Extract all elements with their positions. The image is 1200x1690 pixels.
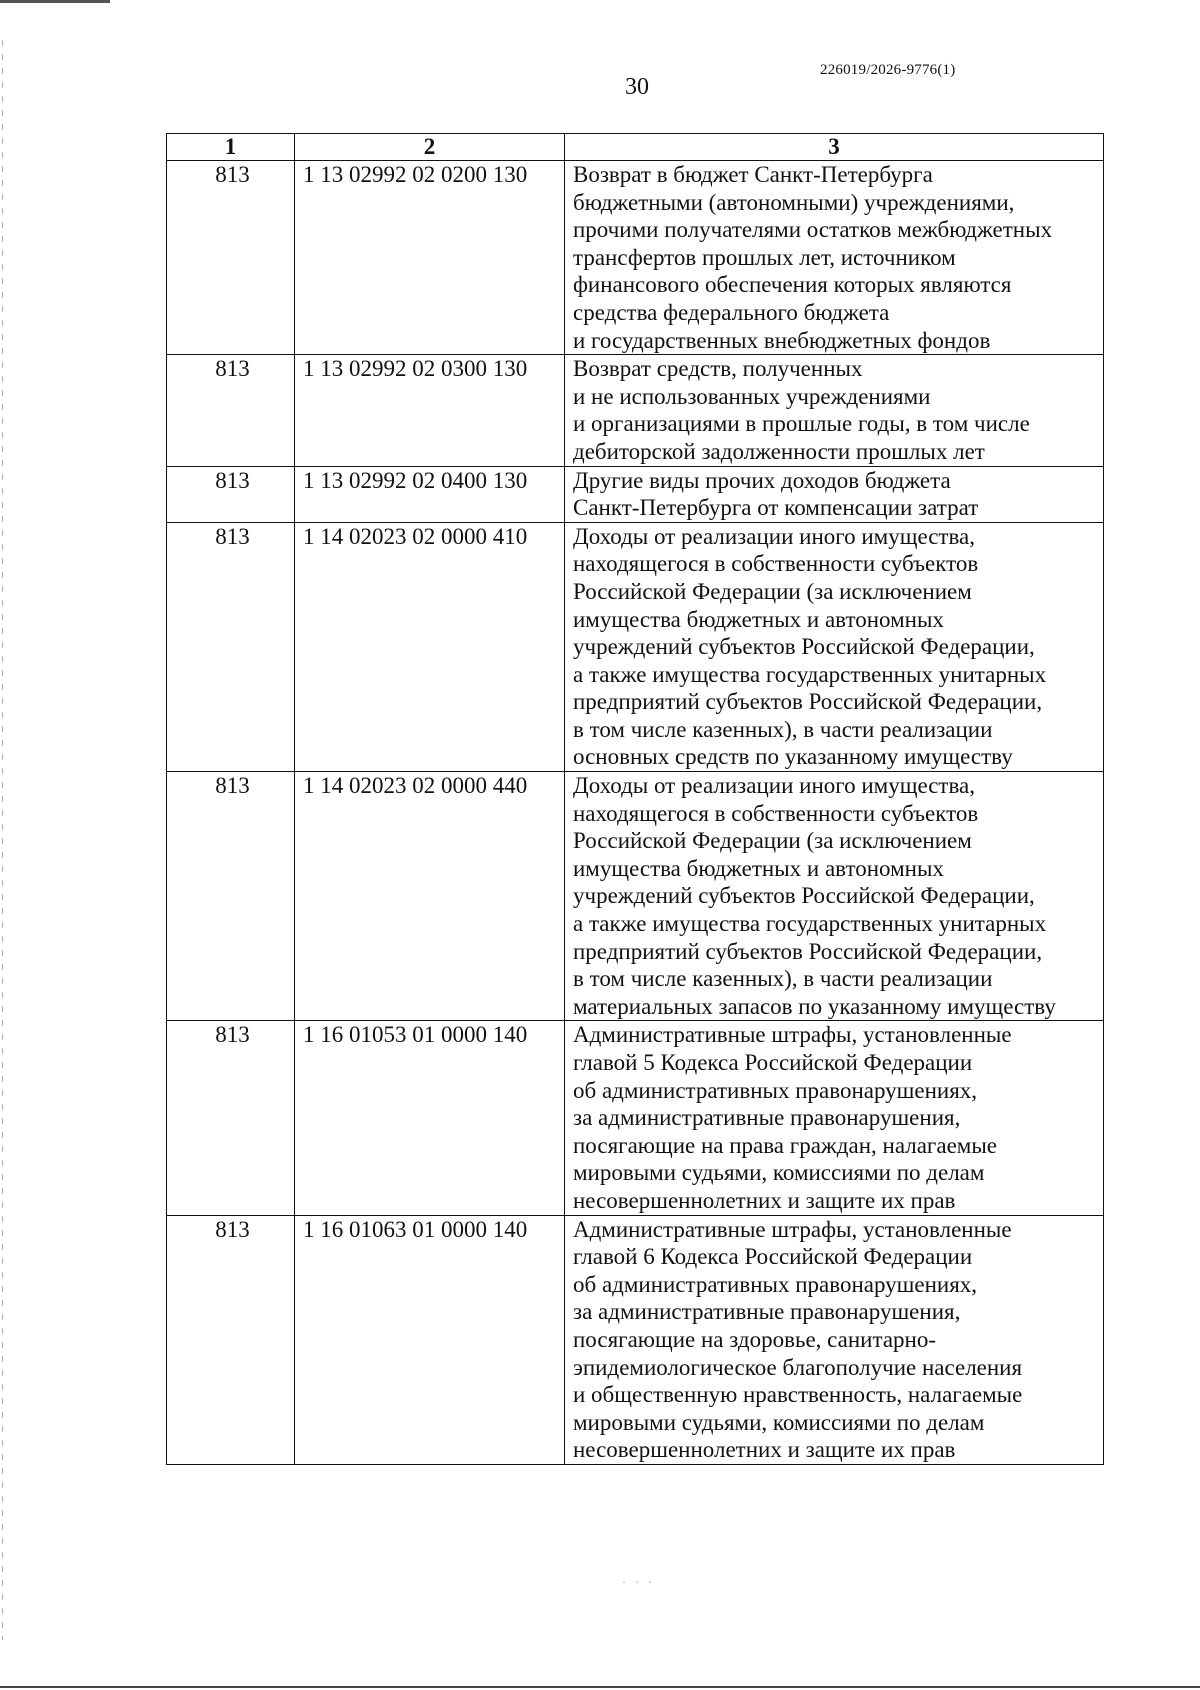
- table-row: [167, 1021, 1104, 1215]
- description-line: Доходы от реализации иного имущества,: [573, 773, 975, 799]
- admin-code-cell: 813: [167, 1215, 295, 1464]
- description-line: имущества бюджетных и автономных: [573, 606, 944, 632]
- description-line: в том числе казенных), в части реализации: [573, 716, 993, 742]
- description-line: об административных правонарушениях,: [573, 1271, 978, 1297]
- income-code-cell: 1 13 02992 02 0400 130: [295, 466, 565, 522]
- description-line: предприятий субъектов Российской Федерации,: [573, 689, 1043, 715]
- admin-code-cell: 813: [167, 1021, 295, 1215]
- description-line: посягающие на права граждан, налагаемые: [573, 1132, 997, 1158]
- description-line: материальных запасов по указанному имуществу: [573, 993, 1056, 1019]
- description-line: и организациями в прошлые годы, в том числе: [573, 411, 1030, 437]
- scan-bottom-edge: [0, 1686, 1200, 1688]
- table-row: [167, 355, 1104, 466]
- income-description-cell: [565, 161, 1104, 355]
- scan-top-edge: [0, 0, 1200, 3]
- scan-footer-mark: · · ·: [622, 1575, 655, 1589]
- description-line: предприятий субъектов Российской Федерации,: [573, 938, 1043, 964]
- admin-code-cell: 813: [167, 161, 295, 355]
- description-line: и не использованных учреждениями: [573, 383, 931, 409]
- income-code-cell: 1 16 01063 01 0000 140: [295, 1215, 565, 1464]
- description-line: за административные правонарушения,: [573, 1105, 961, 1131]
- income-description-cell: [565, 1215, 1104, 1464]
- description-line: Административные штрафы, установленные: [573, 1022, 1012, 1048]
- income-code-cell: 1 16 01053 01 0000 140: [295, 1021, 565, 1215]
- description-line: Другие виды прочих доходов бюджета: [573, 467, 951, 493]
- income-description-cell: [565, 1021, 1104, 1215]
- table-row: [167, 1215, 1104, 1464]
- description-line: основных средств по указанному имуществу: [573, 744, 1013, 770]
- description-line: и государственных внебюджетных фондов: [573, 327, 991, 353]
- table-row: [167, 466, 1104, 522]
- description-line: дебиторской задолженности прошлых лет: [573, 438, 985, 464]
- description-line: прочими получателями остатков межбюджетных: [573, 217, 1053, 243]
- income-code-cell: 1 14 02023 02 0000 440: [295, 772, 565, 1021]
- description-line: несовершеннолетних и защите их прав: [573, 1437, 956, 1463]
- description-line: Доходы от реализации иного имущества,: [573, 523, 975, 549]
- description-line: мировыми судьями, комиссиями по делам: [573, 1409, 985, 1435]
- budget-codes-table: [166, 133, 1104, 1465]
- income-code-cell: 1 13 02992 02 0300 130: [295, 355, 565, 466]
- scan-left-edge: [2, 40, 3, 1640]
- table-row: [167, 772, 1104, 1021]
- income-description-cell: [565, 355, 1104, 466]
- description-line: Российской Федерации (за исключением: [573, 828, 972, 854]
- description-line: Возврат в бюджет Санкт-Петербурга: [573, 162, 933, 187]
- description-line: а также имущества государственных унитарных: [573, 911, 1047, 937]
- description-line: за административные правонарушения,: [573, 1299, 961, 1325]
- description-line: средства федерального бюджета: [573, 299, 890, 325]
- description-line: главой 5 Кодекса Российской Федерации: [573, 1050, 973, 1075]
- admin-code-cell: 813: [167, 355, 295, 466]
- description-line: Возврат средств, полученных: [573, 356, 863, 382]
- table-row: [167, 161, 1104, 355]
- admin-code-cell: 813: [167, 522, 295, 771]
- description-line: бюджетными (автономными) учреждениями,: [573, 189, 1015, 215]
- description-line: Российской Федерации (за исключением: [573, 578, 972, 604]
- description-line: несовершеннолетних и защите их прав: [573, 1187, 956, 1213]
- income-code-cell: 1 14 02023 02 0000 410: [295, 522, 565, 771]
- column-header-2: 2: [295, 134, 565, 161]
- document-id: 226019/2026-9776(1): [820, 62, 956, 78]
- description-line: об административных правонарушениях,: [573, 1077, 978, 1103]
- description-line: посягающие на здоровье, санитарно-: [573, 1326, 936, 1352]
- description-line: в том числе казенных), в части реализации: [573, 966, 993, 992]
- income-code-cell: 1 13 02992 02 0200 130: [295, 161, 565, 355]
- income-description-cell: [565, 522, 1104, 771]
- table-row: [167, 522, 1104, 771]
- admin-code-cell: 813: [167, 772, 295, 1021]
- description-line: Санкт-Петербурга от компенсации затрат: [573, 495, 979, 521]
- table-body: [167, 161, 1104, 1465]
- description-line: а также имущества государственных унитарных: [573, 661, 1047, 687]
- column-header-3: 3: [565, 134, 1104, 161]
- description-line: имущества бюджетных и автономных: [573, 855, 944, 881]
- description-line: главой 6 Кодекса Российской Федерации: [573, 1244, 973, 1270]
- income-description-cell: [565, 772, 1104, 1021]
- table-header-row: [167, 134, 1104, 161]
- description-line: мировыми судьями, комиссиями по делам: [573, 1160, 985, 1186]
- description-line: финансового обеспечения которых являются: [573, 272, 1012, 298]
- description-line: и общественную нравственность, налагаемые: [573, 1382, 1023, 1408]
- description-line: Административные штрафы, установленные: [573, 1216, 1012, 1242]
- description-line: находящегося в собственности субъектов: [573, 551, 979, 577]
- page-number: 30: [625, 74, 649, 100]
- description-line: находящегося в собственности субъектов: [573, 800, 979, 826]
- description-line: эпидемиологическое благополучие населения: [573, 1354, 1023, 1380]
- description-line: учреждений субъектов Российской Федерации,: [573, 634, 1035, 660]
- column-header-1: 1: [167, 134, 295, 161]
- description-line: учреждений субъектов Российской Федерации,: [573, 883, 1035, 909]
- description-line: трансфертов прошлых лет, источником: [573, 244, 956, 270]
- admin-code-cell: 813: [167, 466, 295, 522]
- income-description-cell: [565, 466, 1104, 522]
